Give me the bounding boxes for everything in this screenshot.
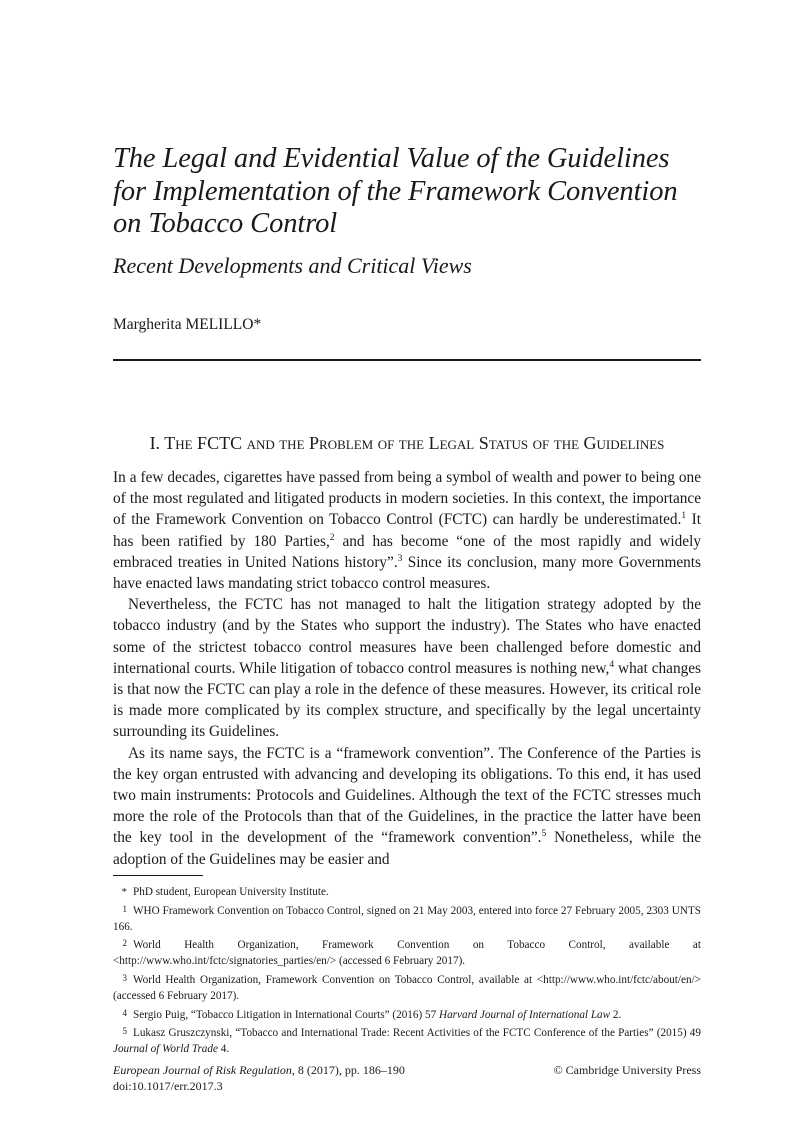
footnote: 5 Lukasz Gruszczynski, “Tobacco and International Trade: Recent Activities of the FCTC Conference of the Parties” (2015) 49 Journal of World Trade 4. <box>113 1026 701 1056</box>
footnote-reference: 5 <box>541 829 547 840</box>
footnote-marker: 3 <box>122 972 127 983</box>
footnote-reference: 4 <box>609 659 615 670</box>
footnote-marker: 5 <box>122 1026 127 1037</box>
footnote-reference: 2 <box>329 532 335 543</box>
doi: doi:10.1017/err.2017.3 <box>113 1079 223 1093</box>
author-name: Margherita MELILLO* <box>113 316 262 333</box>
footnote-marker: * <box>121 886 127 898</box>
footnote-divider <box>113 875 203 876</box>
footnote-reference: 1 <box>681 511 687 522</box>
article-title: The Legal and Evidential Value of the Guidelines for Implementation of the Framework Convention on Tobacco Control <box>113 143 678 239</box>
footnote: 4 Sergio Puig, “Tobacco Litigation in International Courts” (2016) 57 Harvard Journal of International Law 2. <box>113 1006 701 1024</box>
italic-title: Harvard Journal of International Law <box>438 1008 611 1021</box>
footnote-marker: 1 <box>122 903 127 914</box>
italic-title: Journal of World Trade <box>113 1043 218 1056</box>
publisher: © Cambridge University Press <box>553 1063 701 1077</box>
footnote: * PhD student, European University Institute. <box>113 885 701 901</box>
footnote: 1 WHO Framework Convention on Tobacco Control, signed on 21 May 2003, entered into force 27 February 2005, 2303 UNTS 166. <box>113 903 701 933</box>
article-subtitle: Recent Developments and Critical Views <box>113 253 472 278</box>
journal-name: European Journal of Risk Regulation <box>113 1063 292 1077</box>
body-text <box>113 467 701 870</box>
paragraph: As its name says, the FCTC is a “framework convention”. The Conference of the Parties is the key organ entrusted with advancing and developing its obligations. To this end, it has used two main instruments: Protocols and Guidelines. Although the text of the FCTC stresses much more the role of the Protocols than that of the Guidelines, in the practice the latter have been the key tool in the development of the “framework convention”.$^5$ Nonetheless, while the adoption of the Guidelines may be easier and <box>113 744 701 868</box>
page-footer <box>113 1062 701 1094</box>
footnote-marker: 2 <box>122 938 127 949</box>
section-heading: I. The FCTC and the Problem of the Legal Status of the Guidelines <box>149 433 665 453</box>
footnote: 3 World Health Organization, Framework Convention on Tobacco Control, available at <http://www.who.int/fctc/about/en/> (accessed 6 February 2017). <box>113 972 701 1002</box>
footnote-marker: 4 <box>122 1007 127 1018</box>
paragraph: Nevertheless, the FCTC has not managed to halt the litigation strategy adopted by the tobacco industry (and by the States who support the industry). The States who have enacted some of the strictest tobacco control measures have been challenged before domestic and international courts. While litigation of tobacco control measures is nothing new,$^4$ what changes is that now the FCTC can play a role in the defence of these measures. However, its critical role is made more complicated by its complex structure, and specifically by the legal uncertainty surrounding its Guidelines. <box>113 596 701 741</box>
title-divider <box>113 359 701 361</box>
footnote: 2 World Health Organization, Framework Convention on Tobacco Control, available at <http://www.who.int/fctc/signatories_parties/en/> (accessed 6 February 2017). <box>113 938 701 968</box>
footnotes <box>113 885 701 1059</box>
journal-citation: , 8 (2017), pp. 186–190 <box>291 1063 405 1077</box>
paragraph: In a few decades, cigarettes have passed from being a symbol of wealth and power to being one of the most regulated and litigated products in modern societies. In this context, the importance of the Framework Convention on Tobacco Control (FCTC) can hardly be underestimated.$^1$ It has been ratified by 180 Parties,$^2$ and has become “one of the most rapidly and widely embraced treaties in United Nations history”.$^3$ Since its conclusion, many more Governments have enacted laws mandating strict tobacco control measures. <box>113 469 702 593</box>
footnote-reference: 3 <box>397 553 403 564</box>
